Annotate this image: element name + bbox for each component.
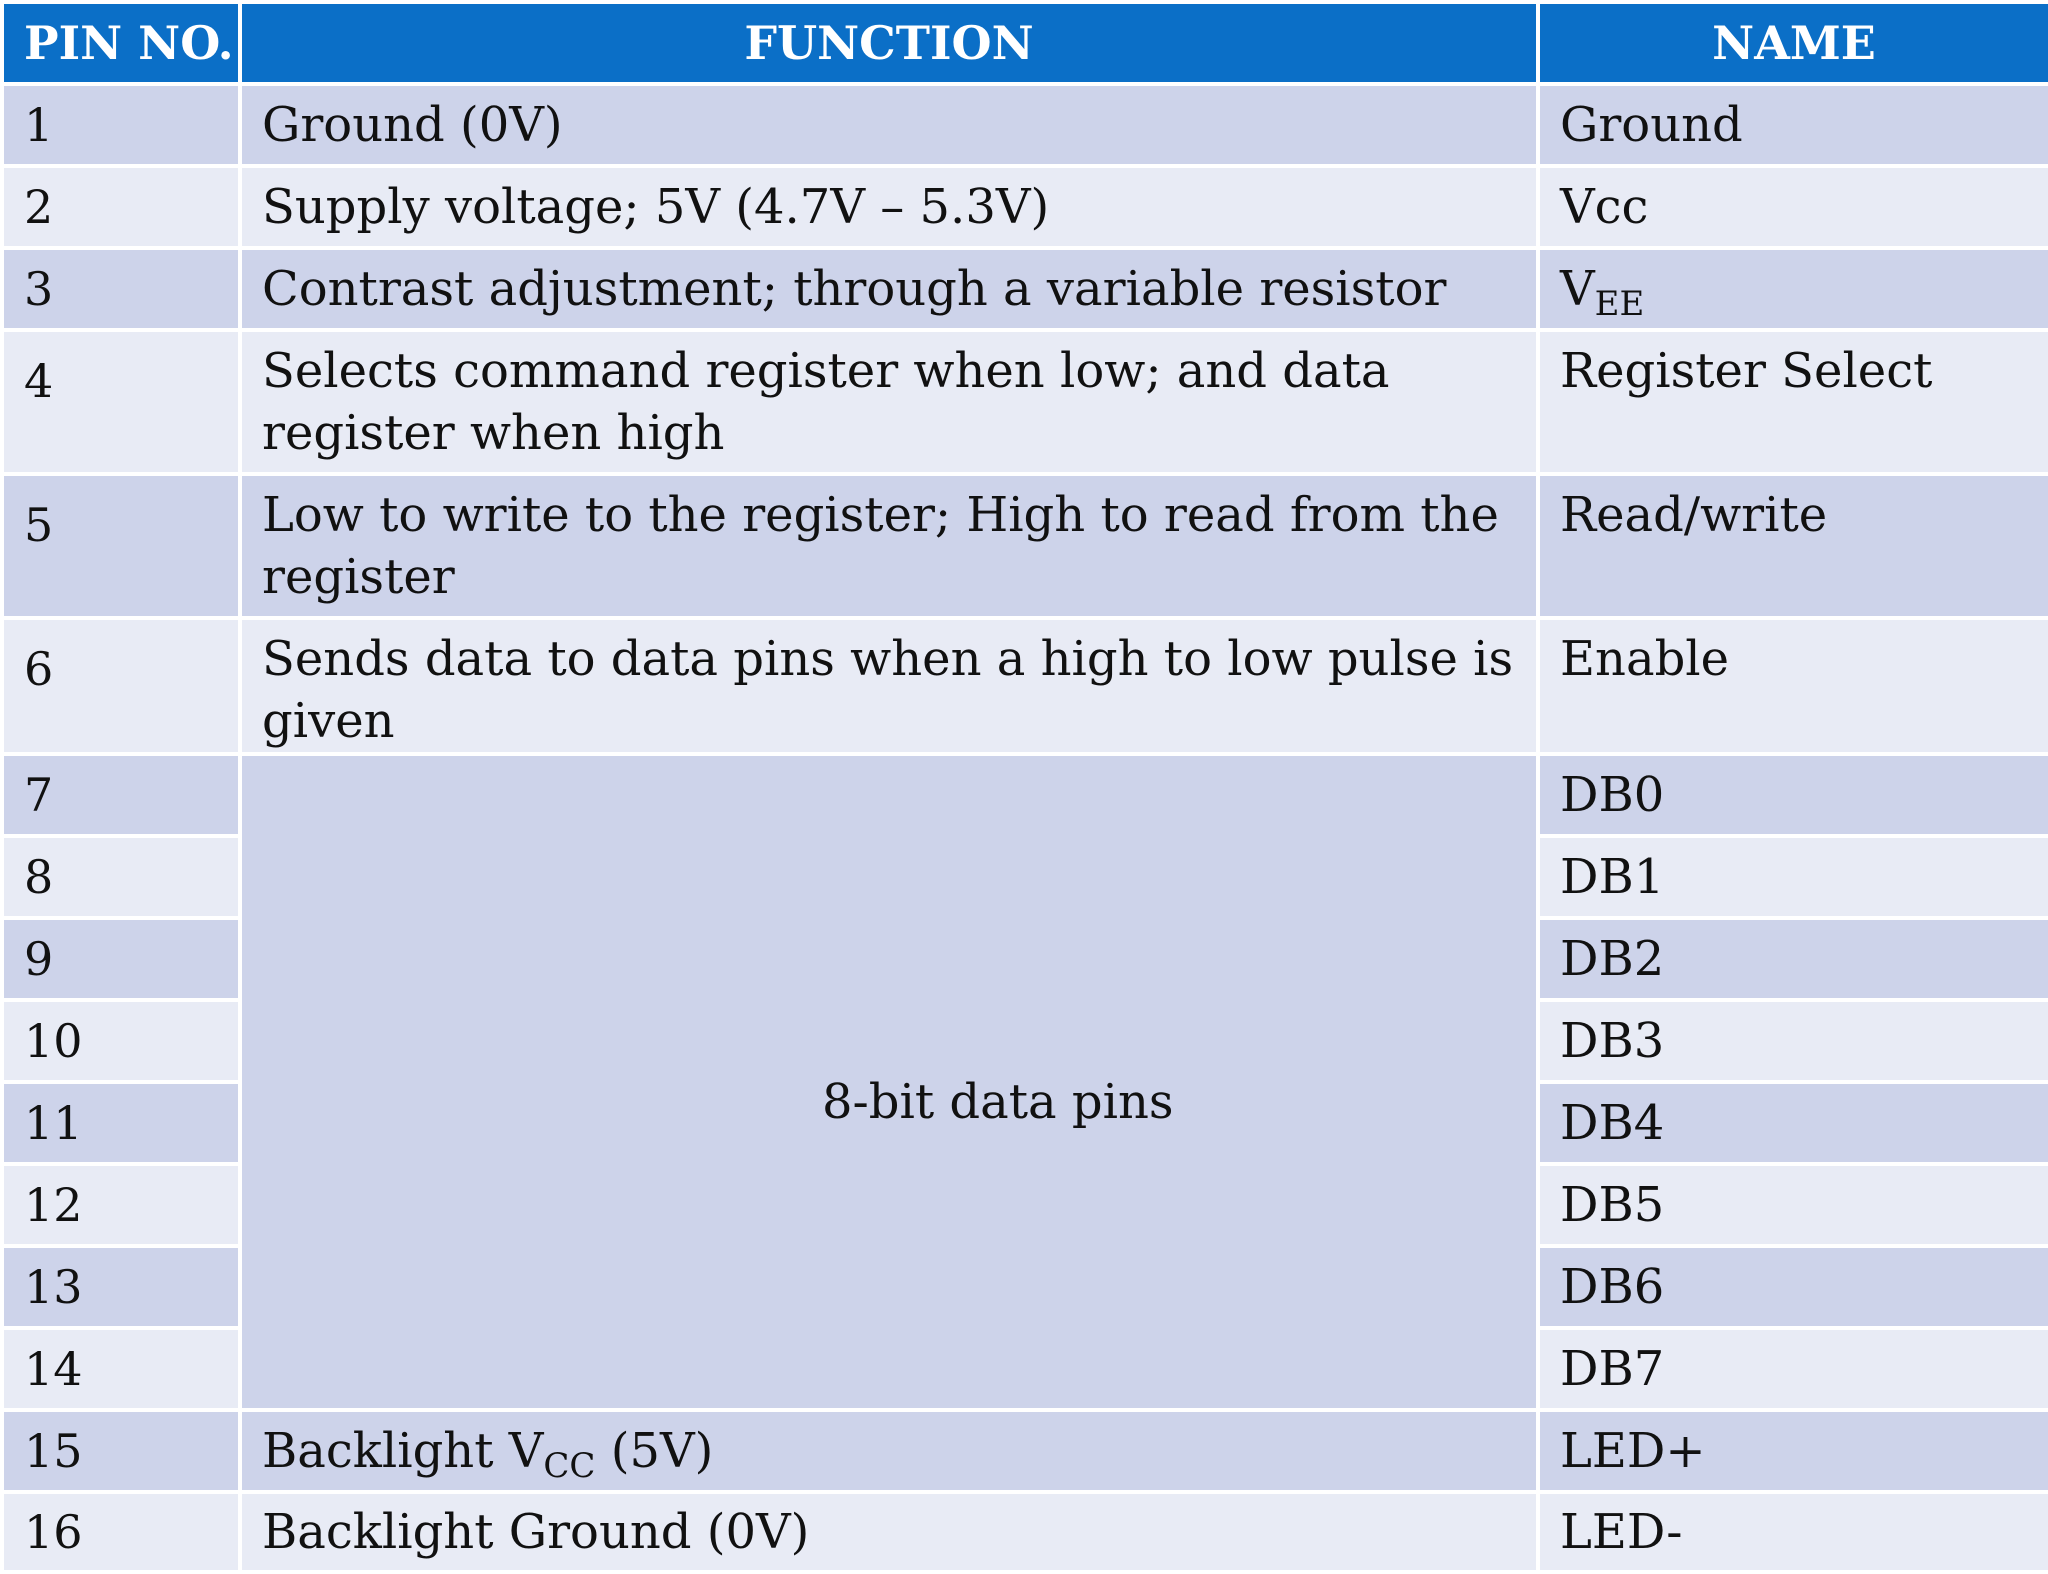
pin-number: 3 [2,248,240,330]
pin-number: 10 [2,1000,240,1082]
pin-number: 14 [2,1328,240,1410]
pin-name: Vcc [1538,166,2048,248]
pin-function: Backlight Ground (0V) [240,1492,1538,1572]
pin-function-subscript: CC [543,1446,596,1486]
header-function: FUNCTION [240,2,1538,84]
pin-number: 15 [2,1410,240,1492]
pin-number: 5 [2,474,240,618]
pin-number: 11 [2,1082,240,1164]
table-row [2,474,2048,618]
pin-number: 4 [2,330,240,474]
pin-number: 2 [2,166,240,248]
pin-number: 12 [2,1164,240,1246]
data-pins-function: 8-bit data pins [240,754,1538,1410]
pin-function: Ground (0V) [240,84,1538,166]
pin-number: 7 [2,754,240,836]
pin-name: LED- [1538,1492,2048,1572]
table-row [2,330,2048,474]
pin-name: Enable [1538,618,2048,754]
pin-name: Register Select [1538,330,2048,474]
pin-name: DB0 [1538,754,2048,836]
pin-name: LED+ [1538,1410,2048,1492]
pin-number: 6 [2,618,240,754]
table-row [2,618,2048,754]
pin-name: DB2 [1538,918,2048,1000]
pin-name: DB6 [1538,1246,2048,1328]
table-row [2,248,2048,330]
header-name: NAME [1538,2,2048,84]
pin-number: 13 [2,1246,240,1328]
table-row [2,1410,2048,1492]
pin-function: Sends data to data pins when a high to low pulse is given [240,618,1538,754]
pin-number: 1 [2,84,240,166]
pin-name [1538,248,2048,330]
table-row [2,754,2048,836]
pin-name: DB7 [1538,1328,2048,1410]
table-row [2,1492,2048,1572]
pin-number: 16 [2,1492,240,1572]
pin-function: Low to write to the register; High to read from the register [240,474,1538,618]
pin-function [240,1410,1538,1492]
pin-name: DB5 [1538,1164,2048,1246]
pin-function: Selects command register when low; and data register when high [240,330,1538,474]
header-pin-no: PIN NO. [2,2,240,84]
pin-function: Contrast adjustment; through a variable resistor [240,248,1538,330]
table-row [2,84,2048,166]
pin-number: 8 [2,836,240,918]
pin-name: DB4 [1538,1082,2048,1164]
pin-function-main: Backlight V [262,1423,544,1479]
pin-function: Supply voltage; 5V (4.7V – 5.3V) [240,166,1538,248]
table-row [2,166,2048,248]
header-row [2,2,2048,84]
pin-name-main: V [1560,261,1595,317]
pin-function-tail: (5V) [595,1423,714,1479]
pin-name: Ground [1538,84,2048,166]
pin-name: DB1 [1538,836,2048,918]
pin-number: 9 [2,918,240,1000]
pin-name: Read/write [1538,474,2048,618]
pin-name-subscript: EE [1594,284,1645,324]
pin-name: DB3 [1538,1000,2048,1082]
